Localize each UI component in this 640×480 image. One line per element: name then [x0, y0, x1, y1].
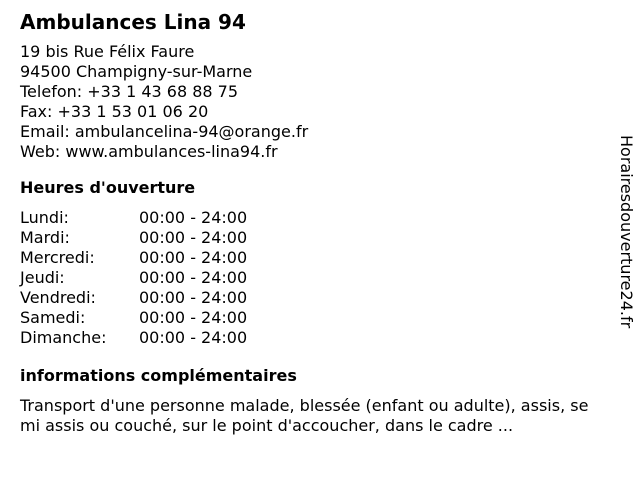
hours-day: Lundi: — [20, 208, 69, 227]
business-name: Ambulances Lina 94 — [20, 10, 246, 34]
info-description: Transport d'une personne malade, blessée (enfant ou adulte), assis, semi assis ou couché, sur le point d'accoucher, dans le cadre ... — [20, 396, 589, 435]
hours-time: 00:00 - 24:00 — [139, 328, 248, 347]
info-heading: informations complémentaires — [20, 366, 297, 385]
hours-day: Dimanche: — [20, 328, 107, 347]
hours-time: 00:00 - 24:00 — [139, 208, 248, 227]
hours-heading: Heures d'ouverture — [20, 178, 196, 197]
hours-row-samedi — [20, 308, 600, 328]
web-line[interactable]: Web: www.ambulances-lina94.fr — [20, 142, 278, 161]
hours-row-vendredi — [20, 288, 600, 308]
contact-block — [20, 42, 600, 162]
hours-row-jeudi — [20, 268, 600, 288]
address-city: 94500 Champigny-sur-Marne — [20, 62, 253, 81]
hours-time: 00:00 - 24:00 — [139, 288, 248, 307]
hours-table — [20, 208, 600, 348]
email-line[interactable]: Email: ambulancelina-94@orange.fr — [20, 122, 309, 141]
site-watermark-link[interactable]: Horairesdouverture24.fr — [617, 135, 636, 329]
hours-row-mardi — [20, 228, 600, 248]
hours-time: 00:00 - 24:00 — [139, 268, 248, 287]
address-street: 19 bis Rue Félix Faure — [20, 42, 195, 61]
fax-line: Fax: +33 1 53 01 06 20 — [20, 102, 209, 121]
hours-day: Samedi: — [20, 308, 86, 327]
phone-line[interactable]: Telefon: +33 1 43 68 88 75 — [20, 82, 239, 101]
hours-row-lundi — [20, 208, 600, 228]
hours-day: Vendredi: — [20, 288, 96, 307]
hours-time: 00:00 - 24:00 — [139, 248, 248, 267]
business-card — [20, 10, 600, 436]
hours-row-mercredi — [20, 248, 600, 268]
hours-day: Mercredi: — [20, 248, 95, 267]
hours-row-dimanche — [20, 328, 600, 348]
hours-time: 00:00 - 24:00 — [139, 228, 248, 247]
hours-day: Jeudi: — [20, 268, 65, 287]
hours-time: 00:00 - 24:00 — [139, 308, 248, 327]
hours-day: Mardi: — [20, 228, 70, 247]
